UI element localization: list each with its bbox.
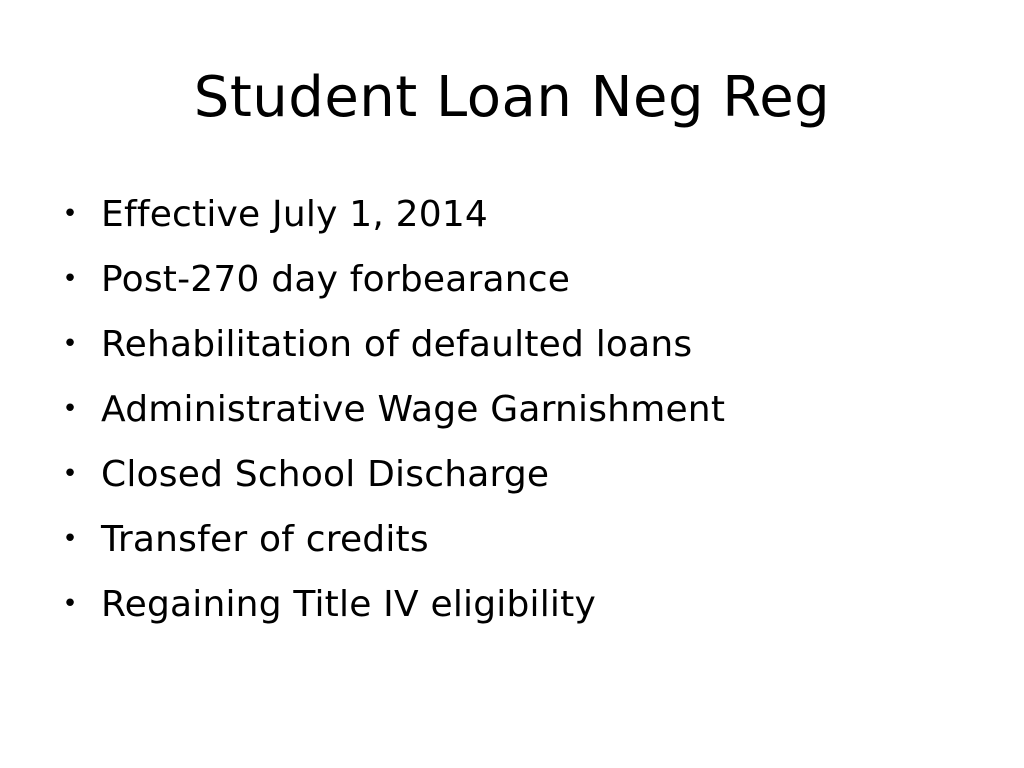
bullet-icon: •: [62, 459, 78, 489]
bullet-text: Transfer of credits: [101, 519, 429, 560]
bullet-icon: •: [62, 524, 78, 554]
bullet-icon: •: [62, 329, 78, 359]
slide-title: Student Loan Neg Reg: [193, 65, 831, 130]
bullet-icon: •: [62, 199, 78, 229]
bullet-icon: •: [62, 589, 78, 619]
bullet-text: Effective July 1, 2014: [101, 194, 489, 235]
bullet-icon: •: [62, 264, 78, 294]
bullet-text: Regaining Title IV eligibility: [101, 584, 596, 625]
bullet-text: Administrative Wage Garnishment: [101, 389, 726, 430]
bullet-icon: •: [62, 394, 78, 424]
bullet-text: Post-270 day forbearance: [101, 259, 571, 300]
bullet-text: Rehabilitation of defaulted loans: [101, 324, 693, 365]
bullet-text: Closed School Discharge: [101, 454, 550, 495]
